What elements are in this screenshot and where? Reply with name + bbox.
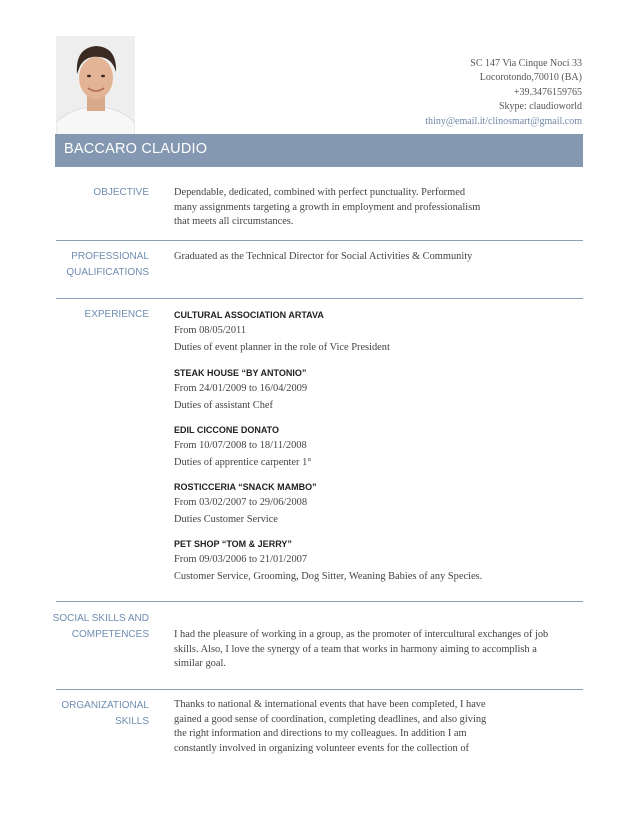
profile-photo bbox=[56, 36, 135, 135]
employer-name: PET SHOP “TOM & JERRY” bbox=[174, 539, 292, 549]
employment-period: From 03/02/2007 to 29/06/2008 bbox=[174, 497, 308, 508]
employment-period: From 10/07/2008 to 18/11/2008 bbox=[174, 440, 307, 451]
contact-city: Locorotondo,70010 (BA) bbox=[479, 72, 582, 84]
contact-address: SC 147 Via Cinque Noci 33 bbox=[470, 58, 582, 69]
social-skills-text: I had the pleasure of working in a group, as the promoter of intercultural exchanges of job skills. Also, I love the synergy of a team that works in harmony aiming to accomplish a similar goal. bbox=[174, 629, 549, 669]
job-duties: Duties of event planner in the role of Vice President bbox=[174, 342, 390, 353]
objective-label: OBJECTIVE bbox=[93, 187, 149, 198]
organizational-skills-text: Thanks to national & international events that have been completed, I have gained a good sense of coordination, completing deadlines, and also giving the right information and directions to my colleagues. In addition I am constantly involved in organizing volunteer events for the collection of bbox=[174, 699, 487, 754]
job-duties: Duties of assistant Chef bbox=[174, 400, 273, 411]
candidate-name: BACCARO CLAUDIO bbox=[64, 141, 208, 157]
contact-skype: Skype: claudioworld bbox=[498, 101, 582, 113]
employment-period: From 09/03/2006 to 21/01/2007 bbox=[174, 554, 308, 565]
organizational-skills-label: ORGANIZATIONAL SKILLS bbox=[61, 700, 149, 727]
experience-label: EXPERIENCE bbox=[84, 309, 149, 320]
employer-name: ROSTICCERIA “SNACK MAMBO” bbox=[174, 482, 317, 492]
employer-name: STEAK HOUSE “BY ANTONIO” bbox=[174, 368, 307, 378]
contact-info bbox=[425, 57, 582, 129]
section-divider bbox=[56, 601, 583, 602]
qualifications-text: Graduated as the Technical Director for Social Activities & Community bbox=[174, 251, 473, 262]
section-divider bbox=[56, 689, 583, 690]
employer-name: EDIL CICCONE DONATO bbox=[174, 425, 280, 435]
job-duties: Duties of apprentice carpenter 1° bbox=[174, 457, 312, 468]
qualifications-label: PROFESSIONAL QUALIFICATIONS bbox=[66, 251, 149, 278]
name-banner bbox=[55, 134, 583, 167]
objective-text: Dependable, dedicated, combined with perfect punctuality. Performed many assignments targeting a growth in employment and professionalism that meets all circumstances. bbox=[174, 187, 481, 227]
employer-name: CULTURAL ASSOCIATION ARTAVA bbox=[174, 310, 324, 320]
job-duties: Duties Customer Service bbox=[174, 514, 278, 525]
section-divider bbox=[56, 298, 583, 299]
contact-phone: +39.3476159765 bbox=[513, 86, 582, 98]
section-divider bbox=[56, 240, 583, 241]
job-duties: Customer Service, Grooming, Dog Sitter, Weaning Babies of any Species. bbox=[174, 571, 483, 582]
social-skills-label: SOCIAL SKILLS AND COMPETENCES bbox=[52, 613, 149, 640]
portrait-image bbox=[56, 36, 135, 135]
contact-email-link[interactable]: thiny@email.it/clinosmart@gmail.com bbox=[425, 115, 582, 127]
employment-period: From 08/05/2011 bbox=[174, 325, 247, 336]
employment-period: From 24/01/2009 to 16/04/2009 bbox=[174, 383, 308, 394]
